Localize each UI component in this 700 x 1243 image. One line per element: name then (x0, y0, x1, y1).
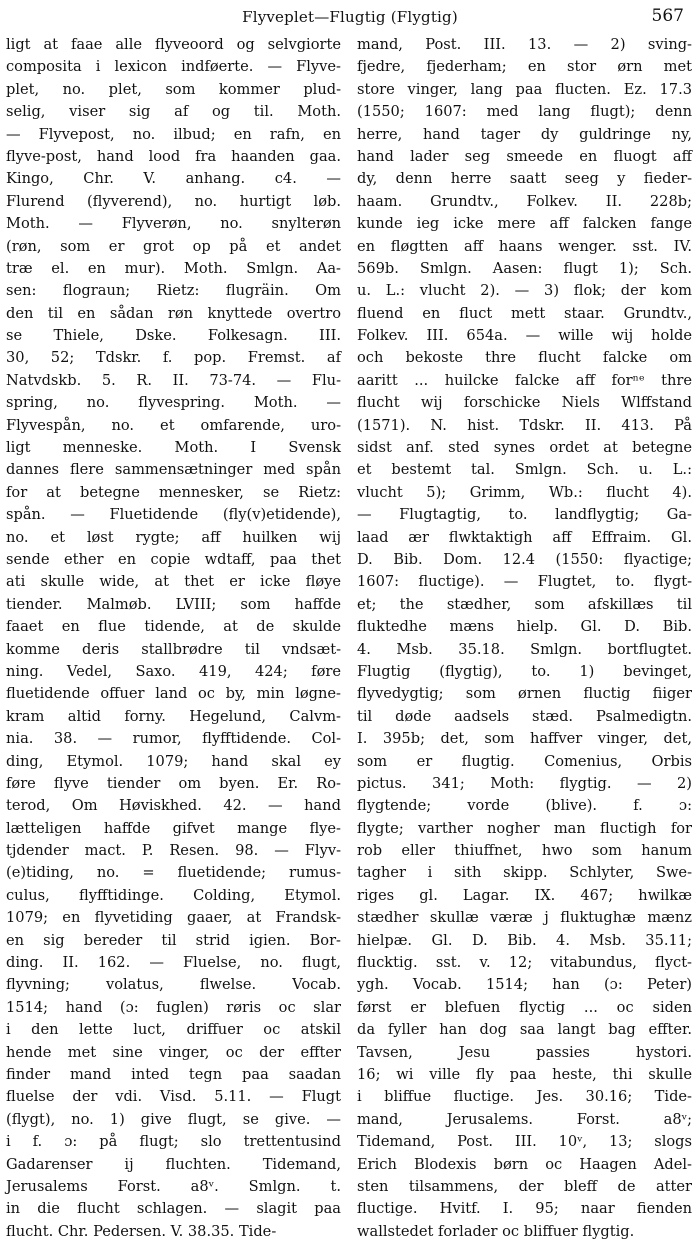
text-line: Tidemand, Post. III. 10ᵛ, 13; slogs (357, 1133, 692, 1151)
text-line: Jerusalems Forst. a8ᵛ. Smlgn. t. (6, 1177, 341, 1195)
text-line: ning. Vedel, Saxo. 419, 424; føre (6, 662, 341, 680)
page-number: 567 (651, 6, 684, 26)
text-line: tjdender mact. P. Resen. 98. — Flyv- (6, 842, 341, 860)
text-line: Flugtig (flygtig), to. 1) bevinget, (357, 662, 692, 680)
text-line: riges gl. Lagar. IX. 467; hwilkæ (357, 886, 692, 904)
text-line: (flygt), no. 1) give flugt, se give. — (6, 1110, 341, 1128)
text-line: plet, no. plet, som kommer plud- (6, 80, 341, 98)
text-line: flyvedygtig; som ørnen fluctig fiiger (357, 685, 692, 703)
text-line: flucktig. sst. v. 12; vitabundus, flyct- (357, 954, 692, 972)
text-line: fluctige. Hvitf. I. 95; naar fienden (357, 1200, 692, 1218)
text-line: hende met sine vinger, oc der effter (6, 1043, 341, 1061)
text-line: lætteligen haffde gifvet mange flye- (6, 819, 341, 837)
text-line: ati skulle wide, at thet er icke fløye (6, 573, 341, 591)
text-line: — Flyvepost, no. ilbud; en rafn, en (6, 125, 341, 143)
text-line: herre, hand tager dy guldringe ny, (357, 125, 692, 143)
text-line: træ el. en mur). Moth. Smlgn. Aa- (6, 259, 341, 277)
text-line: en fløgtten aff haans wenger. sst. IV. (357, 237, 692, 255)
text-line: se Thiele, Dske. Folkesagn. III. (6, 327, 341, 345)
text-line: den til en sådan røn knyttede overtro (6, 304, 341, 322)
text-line: 1607: fluctige). — Flugtet, to. flygt- (357, 573, 692, 591)
text-line: først er blefuen flyctig ... oc siden (357, 998, 692, 1016)
text-line: Flyvespån, no. et omfarende, uro- (6, 416, 341, 434)
text-line: u. L.: vlucht 2). — 3) flok; der kom (357, 282, 692, 300)
text-line: til døde aadsels stæd. Psalmedigtn. (357, 707, 692, 725)
text-line: (e)tiding, no. = fluetidende; rumus- (6, 864, 341, 882)
text-line: fluetidende offuer land oc by, min løgne- (6, 685, 341, 703)
text-line: laad ær flwktaktigh aff Effraim. Gl. (357, 528, 692, 546)
text-line: tagher i sith skipp. Schlyter, Swe- (357, 864, 692, 882)
text-line: hand lader seg smeede en fluogt aff (357, 147, 692, 165)
text-line: 569b. Smlgn. Aasen: flugt 1); Sch. (357, 259, 692, 277)
text-line: flygtende; vorde (blive). f. ɔ: (357, 797, 692, 815)
text-line: spring, no. flyvespring. Moth. — (6, 394, 341, 412)
text-line: kram altid forny. Hegelund, Calvm- (6, 707, 341, 725)
text-line: pictus. 341; Moth: flygtig. — 2) (357, 774, 692, 792)
text-line: store vinger, lang paa flucten. Ez. 17.3 (357, 80, 692, 98)
text-line: ligt menneske. Moth. I Svensk (6, 439, 341, 457)
text-line: culus, flyfftidinge. Colding, Etymol. (6, 886, 341, 904)
text-line: wallstedet forlader oc bliffuer flygtig. (357, 1222, 635, 1240)
text-line: da fyller han dog saa langt bag effter. (357, 1021, 692, 1039)
text-line: flucht. Chr. Pedersen. V. 38.35. Tide- (6, 1222, 277, 1240)
text-line: flyve-post, hand lood fra haanden gaa. (6, 147, 341, 165)
text-line: som er flugtig. Comenius, Orbis (357, 752, 692, 770)
text-line: (1571). N. hist. Tdskr. II. 413. På (357, 416, 692, 434)
text-line: Flurend (flyverend), no. hurtigt løb. (6, 192, 341, 210)
text-line: hielpæ. Gl. D. Bib. 4. Msb. 35.11; (357, 931, 692, 949)
text-line: mand, Post. III. 13. — 2) sving- (357, 36, 692, 53)
text-line: 1079; en flyvetiding gaaer, at Frandsk- (6, 909, 341, 927)
text-line: (1550; 1607: med lang flugt); denn (357, 103, 692, 121)
text-line: sende ether en copie wdtaff, paa thet (6, 550, 341, 568)
right-column (357, 34, 692, 1240)
text-line: terod, Om Høviskhed. 42. — hand (6, 797, 341, 815)
text-line: fluktedhe mæns hielp. Gl. D. Bib. (357, 618, 692, 636)
text-line: 30, 52; Tdskr. f. pop. Fremst. af (6, 349, 341, 367)
text-line: haam. Grundtv., Folkev. II. 228b; (357, 192, 692, 210)
text-line: fluend en fluct mett staar. Grundtv., (357, 304, 692, 322)
text-line: no. et løst rygte; aff huilken wij (6, 528, 341, 546)
text-line: in die flucht schlagen. — slagit paa (6, 1200, 341, 1218)
text-line: sten tilsammens, der bleff de atter (357, 1177, 692, 1195)
text-line: flygte; varther nogher man fluctigh for (357, 819, 692, 837)
text-line: ligt at faae alle flyveoord og selvgiorte (6, 36, 341, 53)
text-line: Natvdskb. 5. R. II. 73-74. — Flu- (6, 371, 341, 389)
text-line: vlucht 5); Grimm, Wb.: flucht 4). (357, 483, 692, 501)
text-line: och bekoste thre flucht falcke om (357, 349, 692, 367)
text-line: komme deris stallbrødre til vndsæt- (6, 640, 341, 658)
text-line: 1514; hand (ɔ: fuglen) røris oc slar (6, 998, 341, 1016)
text-line: Moth. — Flyverøn, no. snylterøn (6, 215, 341, 233)
text-line: ding. II. 162. — Fluelse, no. flugt, (6, 954, 341, 972)
text-line: Tavsen, Jesu passies hystori. (357, 1043, 692, 1061)
text-line: nia. 38. — rumor, flyfftidende. Col- (6, 730, 341, 748)
text-line: Folkev. III. 654a. — wille wij holde (357, 327, 692, 345)
page-header (0, 6, 700, 32)
text-line: spån. — Fluetidende (fly(v)etidende), (6, 506, 341, 524)
text-line: dy, denn herre saatt seeg y fieder- (357, 170, 692, 188)
text-line: i bliffue fluctige. Jes. 30.16; Tide- (357, 1088, 692, 1106)
text-line: tiender. Malmøb. LVIII; som haffde (6, 595, 341, 613)
text-line: et bestemt tal. Smlgn. Sch. u. L.: (357, 461, 692, 479)
text-line: stædher skullæ væræ j fluktughæ mænz (357, 909, 692, 927)
text-line: 4. Msb. 35.18. Smlgn. bortflugtet. (357, 640, 692, 658)
text-line: fluelse der vdi. Visd. 5.11. — Flugt (6, 1088, 341, 1106)
text-line: sidst anf. sted synes ordet at betegne (357, 439, 692, 457)
text-line: en sig bereder til strid igien. Bor- (6, 931, 341, 949)
text-line: kunde ieg icke mere aff falcken fange (357, 215, 692, 233)
text-line: 16; wi ville fly paa heste, thi skulle (357, 1065, 692, 1083)
text-line: for at betegne mennesker, se Rietz: (6, 483, 341, 501)
text-line: fjedre, fjederham; en stor ørn met (357, 58, 692, 76)
text-line: ding, Etymol. 1079; hand skal ey (6, 752, 341, 770)
text-line: et; the stædher, som afskillæs til (357, 595, 692, 613)
text-line: i den lette luct, driffuer oc atskil (6, 1021, 341, 1039)
text-line: faaet en flue tidende, at de skulde (6, 618, 341, 636)
text-line: Gadarenser ij fluchten. Tidemand, (6, 1155, 341, 1173)
text-line: Kingo, Chr. V. anhang. c4. — (6, 170, 341, 188)
text-line: dannes flere sammensætninger med spån (6, 461, 341, 479)
text-line: Erich Blodexis børn oc Haagen Adel- (357, 1155, 692, 1173)
text-line: composita i lexicon indføerte. — Flyve- (6, 58, 341, 76)
text-line: I. 395b; det, som haffver vinger, det, (357, 730, 692, 748)
text-line: flucht wij forschicke Niels Wlffstand (357, 394, 692, 412)
text-line: (røn, som er grot op på et andet (6, 237, 341, 255)
left-column (6, 34, 341, 1240)
running-head: Flyveplet—Flugtig (Flygtig) (242, 8, 458, 26)
text-line: flyvning; volatus, flwelse. Vocab. (6, 976, 341, 994)
text-line: ygh. Vocab. 1514; han (ɔ: Peter) (357, 976, 692, 994)
text-line: sen: flograun; Rietz: flugräin. Om (6, 282, 341, 300)
text-line: — Flugtagtig, to. landflygtig; Ga- (357, 506, 692, 524)
text-line: D. Bib. Dom. 12.4 (1550: flyactige; (357, 550, 692, 568)
text-line: føre flyve tiender om byen. Er. Ro- (6, 774, 341, 792)
text-line: mand, Jerusalems. Forst. a8ᵛ; (357, 1110, 692, 1128)
text-line: aaritt ... huilcke falcke aff forⁿᵉ thre (357, 371, 692, 389)
text-line: i f. ɔ: på flugt; slo trettentusind (6, 1133, 341, 1151)
text-line: rob eller thiuffnet, hwo som hanum (357, 842, 692, 860)
text-line: selig, viser sig af og til. Moth. (6, 103, 341, 121)
text-line: finder mand inted tegn paa saadan (6, 1065, 341, 1083)
